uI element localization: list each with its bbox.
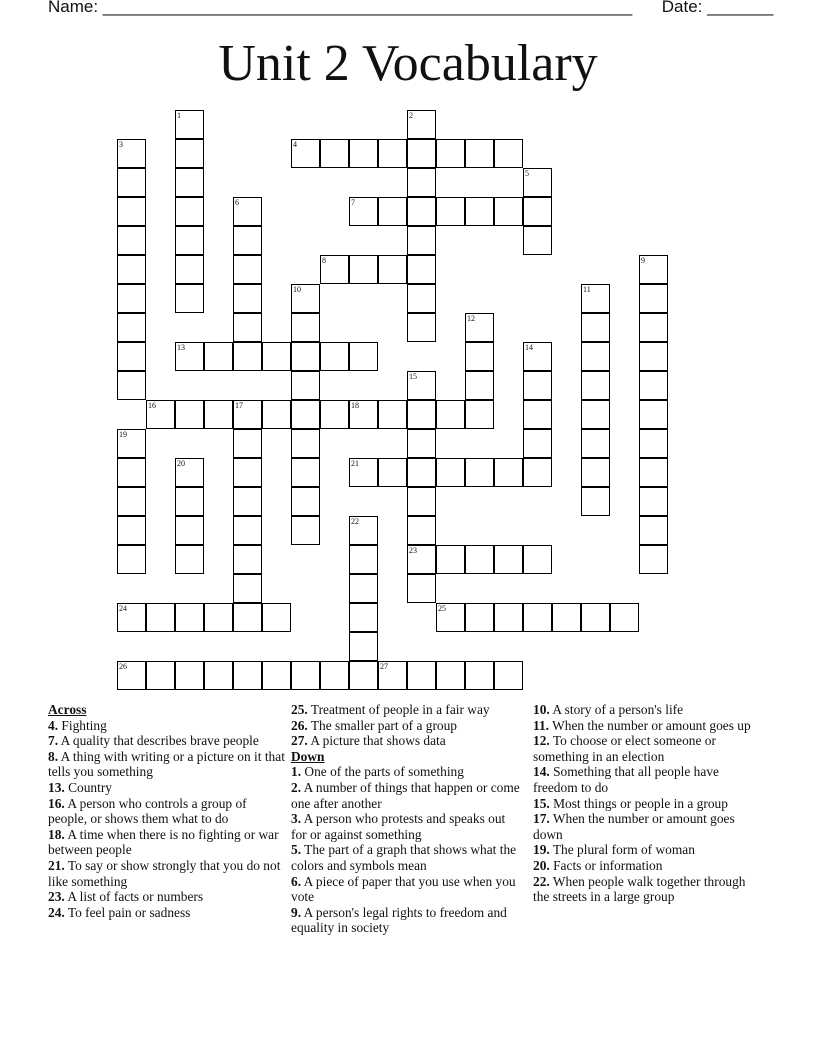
crossword-cell[interactable] (262, 342, 291, 371)
crossword-cell[interactable] (407, 139, 436, 168)
clue-column-2 (291, 702, 523, 936)
crossword-cell[interactable] (436, 603, 465, 632)
clue-number: 26 (119, 662, 127, 671)
crossword-cell[interactable] (523, 197, 552, 226)
clue-item (291, 733, 523, 749)
crossword-cell[interactable] (175, 603, 204, 632)
clue-item-number: 10. (533, 702, 550, 717)
crossword-cell[interactable] (175, 342, 204, 371)
clue-item (291, 702, 523, 718)
crossword-cell[interactable] (291, 661, 320, 690)
clue-number: 19 (119, 430, 127, 439)
crossword-cell[interactable] (233, 226, 262, 255)
crossword-cell[interactable] (175, 400, 204, 429)
clue-number: 5 (525, 169, 529, 178)
clue-section-heading: Across (48, 702, 87, 717)
crossword-cell[interactable] (233, 284, 262, 313)
crossword-cell[interactable] (639, 487, 668, 516)
clue-item (291, 842, 523, 873)
crossword-cell[interactable] (117, 545, 146, 574)
crossword-cell[interactable] (436, 400, 465, 429)
clue-item (533, 796, 763, 812)
clue-number: 6 (235, 198, 239, 207)
crossword-cell[interactable] (494, 139, 523, 168)
crossword-cell[interactable] (349, 545, 378, 574)
clue-section-heading: Down (291, 748, 325, 764)
clue-item-number: 17. (533, 811, 550, 827)
clue-item-text: A person who controls a group of people, or shows them what to do (48, 795, 247, 827)
clue-item-number: 13. (48, 779, 65, 795)
crossword-cell[interactable] (349, 603, 378, 632)
crossword-cell[interactable] (349, 400, 378, 429)
crossword-cell[interactable] (320, 661, 349, 690)
crossword-cell[interactable] (262, 400, 291, 429)
crossword-cell[interactable] (117, 487, 146, 516)
clue-item (533, 811, 763, 842)
crossword-cell[interactable] (117, 255, 146, 284)
crossword-cell[interactable] (349, 516, 378, 545)
crossword-cell[interactable] (349, 632, 378, 661)
crossword-cell[interactable] (320, 400, 349, 429)
crossword-cell[interactable] (175, 139, 204, 168)
clue-item-number: 19. (533, 842, 550, 858)
crossword-cell[interactable] (146, 603, 175, 632)
crossword-cell[interactable] (494, 197, 523, 226)
clue-number: 17 (235, 401, 243, 410)
crossword-cell[interactable] (523, 400, 552, 429)
clue-number: 13 (177, 343, 185, 352)
clue-item-number: 11. (533, 717, 549, 733)
clue-number: 1 (177, 111, 181, 120)
clue-item (48, 905, 288, 921)
crossword-cell[interactable] (233, 255, 262, 284)
crossword-cell[interactable] (146, 661, 175, 690)
clue-item-text: A story of a person's life (552, 702, 684, 717)
clue-number: 22 (351, 517, 359, 526)
clue-item-number: 18. (48, 826, 65, 842)
crossword-cell[interactable] (233, 313, 262, 342)
clue-item-text: Something that all people have freedom to do (533, 764, 719, 795)
crossword-cell[interactable] (465, 371, 494, 400)
crossword-cell[interactable] (465, 313, 494, 342)
crossword-cell[interactable] (378, 139, 407, 168)
crossword-cell[interactable] (117, 603, 146, 632)
clue-item-number: 14. (533, 764, 550, 780)
crossword-cell[interactable] (233, 545, 262, 574)
crossword-cell[interactable] (262, 603, 291, 632)
crossword-cell[interactable] (436, 661, 465, 690)
crossword-cell[interactable] (407, 284, 436, 313)
clue-item (291, 905, 523, 936)
crossword-cell[interactable] (204, 400, 233, 429)
clue-item (48, 858, 288, 889)
clue-item-number: 25. (291, 702, 308, 717)
clue-number: 16 (148, 401, 156, 410)
crossword-cell[interactable] (291, 371, 320, 400)
crossword-cell[interactable] (523, 458, 552, 487)
clue-item-text: When people walk together through the streets in a large group (533, 873, 746, 905)
crossword-cell[interactable] (610, 603, 639, 632)
crossword-cell[interactable] (494, 545, 523, 574)
crossword-cell[interactable] (175, 168, 204, 197)
clue-item-text: Facts or information (553, 857, 663, 873)
clue-item-text: The part of a graph that shows what the colors and symbols mean (291, 842, 517, 873)
clue-item-number: 20. (533, 857, 550, 873)
clue-item (533, 718, 763, 734)
clue-number: 24 (119, 604, 127, 613)
clue-item (533, 733, 763, 764)
crossword-cell[interactable] (436, 197, 465, 226)
crossword-cell[interactable] (349, 255, 378, 284)
crossword-cell[interactable] (639, 255, 668, 284)
crossword-cell[interactable] (523, 429, 552, 458)
page-title: Unit 2 Vocabulary (218, 35, 598, 92)
clue-item-number: 24. (48, 904, 65, 920)
crossword-cell[interactable] (117, 284, 146, 313)
crossword-cell[interactable] (349, 458, 378, 487)
clue-item (291, 764, 523, 780)
clue-number: 11 (583, 285, 591, 294)
crossword-cell[interactable] (291, 342, 320, 371)
crossword-cell[interactable] (436, 545, 465, 574)
clue-number: 7 (351, 198, 355, 207)
clue-number: 25 (438, 604, 446, 613)
crossword-cell[interactable] (175, 284, 204, 313)
crossword-cell[interactable] (407, 400, 436, 429)
crossword-cell[interactable] (639, 371, 668, 400)
crossword-cell[interactable] (523, 371, 552, 400)
clue-number: 9 (641, 256, 645, 265)
clue-item-number: 23. (48, 889, 65, 905)
crossword-cell[interactable] (494, 661, 523, 690)
crossword-cell[interactable] (407, 545, 436, 574)
crossword-cell[interactable] (291, 458, 320, 487)
clue-number: 3 (119, 140, 123, 149)
crossword-cell[interactable] (639, 458, 668, 487)
clue-item (291, 780, 523, 811)
clue-item-text: A picture that shows data (310, 733, 446, 749)
crossword-cell[interactable] (407, 371, 436, 400)
clue-item-number: 27. (291, 733, 308, 749)
crossword-cell[interactable] (291, 284, 320, 313)
clue-item-number: 12. (533, 733, 550, 749)
clue-item-text: Fighting (61, 717, 107, 733)
crossword-cell[interactable] (349, 661, 378, 690)
clue-item-text: The smaller part of a group (310, 717, 457, 733)
crossword-cell[interactable] (117, 458, 146, 487)
crossword-cell[interactable] (465, 545, 494, 574)
crossword-cell[interactable] (233, 487, 262, 516)
clue-item-number: 21. (48, 857, 65, 873)
crossword-cell[interactable] (581, 487, 610, 516)
clue-item-number: 16. (48, 795, 65, 811)
clue-item-number: 22. (533, 873, 550, 889)
crossword-cell[interactable] (204, 603, 233, 632)
crossword-cell[interactable] (378, 197, 407, 226)
crossword-cell[interactable] (291, 313, 320, 342)
crossword-cell[interactable] (523, 168, 552, 197)
crossword-cell[interactable] (291, 429, 320, 458)
clue-item-text: A number of things that happen or come one after another (291, 779, 520, 811)
crossword-cell[interactable] (146, 400, 175, 429)
clue-item (533, 874, 763, 905)
crossword-cell[interactable] (262, 661, 291, 690)
crossword-cell[interactable] (407, 313, 436, 342)
crossword-cell[interactable] (407, 197, 436, 226)
crossword-cell[interactable] (407, 226, 436, 255)
clue-item (533, 702, 763, 718)
crossword-cell[interactable] (378, 661, 407, 690)
clue-item (48, 889, 288, 905)
clue-number: 15 (409, 372, 417, 381)
crossword-cell[interactable] (581, 603, 610, 632)
clue-item-text: A person who protests and speaks out for or against something (291, 811, 506, 842)
crossword-cell[interactable] (320, 139, 349, 168)
crossword-cell[interactable] (349, 197, 378, 226)
crossword-cell[interactable] (117, 226, 146, 255)
crossword-cell[interactable] (552, 603, 581, 632)
clue-item (48, 733, 288, 749)
date-field-label: Date: _______ (661, 0, 774, 16)
crossword-cell[interactable] (233, 429, 262, 458)
crossword-cell[interactable] (639, 284, 668, 313)
crossword-cell[interactable] (117, 342, 146, 371)
crossword-cell[interactable] (465, 661, 494, 690)
clue-column-3 (533, 702, 763, 905)
crossword-cell[interactable] (117, 197, 146, 226)
crossword-cell[interactable] (291, 487, 320, 516)
clue-item (48, 780, 288, 796)
name-field-label: Name: ________________________________________________________ (48, 0, 633, 16)
crossword-cell[interactable] (320, 342, 349, 371)
clue-item-number: 2. (291, 779, 302, 795)
crossword-cell[interactable] (407, 516, 436, 545)
crossword-cell[interactable] (407, 429, 436, 458)
clue-number: 14 (525, 343, 533, 352)
crossword-cell[interactable] (233, 574, 262, 603)
crossword-cell[interactable] (175, 458, 204, 487)
crossword-cell[interactable] (523, 226, 552, 255)
crossword-cell[interactable] (233, 400, 262, 429)
crossword-cell[interactable] (407, 110, 436, 139)
clue-item (533, 858, 763, 874)
crossword-cell[interactable] (233, 197, 262, 226)
crossword-cell[interactable] (175, 197, 204, 226)
clue-item-number: 5. (291, 842, 302, 858)
crossword-cell[interactable] (581, 371, 610, 400)
crossword-cell[interactable] (581, 429, 610, 458)
crossword-cell[interactable] (407, 661, 436, 690)
crossword-cell[interactable] (639, 313, 668, 342)
crossword-cell[interactable] (117, 139, 146, 168)
crossword-cell[interactable] (407, 458, 436, 487)
crossword-cell[interactable] (175, 487, 204, 516)
clue-item (533, 764, 763, 795)
clue-item-number: 9. (291, 904, 302, 920)
clue-number: 21 (351, 459, 359, 468)
crossword-cell[interactable] (233, 661, 262, 690)
clue-number: 18 (351, 401, 359, 410)
crossword-cell[interactable] (233, 516, 262, 545)
crossword-cell[interactable] (233, 342, 262, 371)
clue-item-text: A quality that describes brave people (60, 733, 259, 749)
clue-number: 27 (380, 662, 388, 671)
clue-item-text: A piece of paper that you use when you vote (291, 873, 516, 905)
clue-item-text: To choose or elect someone or something in an election (533, 733, 716, 764)
clue-number: 2 (409, 111, 413, 120)
crossword-cell[interactable] (523, 342, 552, 371)
clue-item (48, 749, 288, 780)
clue-item-number: 7. (48, 733, 59, 749)
clue-item-text: Most things or people in a group (553, 795, 728, 811)
crossword-cell[interactable] (639, 516, 668, 545)
crossword-cell[interactable] (175, 545, 204, 574)
crossword-cell[interactable] (378, 458, 407, 487)
clue-number: 20 (177, 459, 185, 468)
crossword-cell[interactable] (117, 429, 146, 458)
clue-item (48, 718, 288, 734)
crossword-cell[interactable] (349, 574, 378, 603)
clue-item-number: 6. (291, 873, 302, 889)
crossword-cell[interactable] (117, 313, 146, 342)
clue-item-number: 8. (48, 748, 59, 764)
crossword-cell[interactable] (175, 255, 204, 284)
crossword-cell[interactable] (378, 255, 407, 284)
crossword-cell[interactable] (494, 603, 523, 632)
clue-item-text: When the number or amount goes up (552, 717, 751, 733)
clue-item (291, 874, 523, 905)
crossword-cell[interactable] (349, 139, 378, 168)
crossword-cell[interactable] (523, 545, 552, 574)
crossword-cell[interactable] (436, 139, 465, 168)
crossword-cell[interactable] (407, 168, 436, 197)
clue-number: 23 (409, 546, 417, 555)
clue-item-text: A time when there is no fighting or war between people (48, 826, 279, 858)
clue-item-text: When the number or amount goes down (533, 811, 735, 842)
crossword-cell[interactable] (204, 661, 233, 690)
clue-item-number: 4. (48, 717, 59, 733)
crossword-cell[interactable] (465, 400, 494, 429)
crossword-cell[interactable] (465, 197, 494, 226)
crossword-cell[interactable] (581, 342, 610, 371)
crossword-cell[interactable] (175, 661, 204, 690)
crossword-cell[interactable] (465, 342, 494, 371)
crossword-cell[interactable] (465, 458, 494, 487)
crossword-cell[interactable] (581, 458, 610, 487)
crossword-cell[interactable] (291, 139, 320, 168)
clue-item (291, 811, 523, 842)
crossword-cell[interactable] (523, 603, 552, 632)
clue-item-text: To feel pain or sadness (67, 904, 191, 920)
clue-number: 12 (467, 314, 475, 323)
crossword-cell[interactable] (581, 284, 610, 313)
crossword-cell[interactable] (465, 139, 494, 168)
clue-item-text: A thing with writing or a picture on it that tells you something (48, 748, 285, 780)
crossword-cell[interactable] (639, 545, 668, 574)
crossword-cell[interactable] (117, 168, 146, 197)
clue-number: 10 (293, 285, 301, 294)
crossword-cell[interactable] (581, 313, 610, 342)
crossword-cell[interactable] (175, 516, 204, 545)
clue-item (48, 827, 288, 858)
clue-item-text: Treatment of people in a fair way (310, 702, 490, 717)
crossword-cell[interactable] (117, 516, 146, 545)
crossword-cell[interactable] (117, 371, 146, 400)
crossword-cell[interactable] (175, 110, 204, 139)
clue-item (48, 796, 288, 827)
crossword-cell[interactable] (639, 400, 668, 429)
clue-number: 8 (322, 256, 326, 265)
crossword-cell[interactable] (349, 342, 378, 371)
crossword-cell[interactable] (639, 429, 668, 458)
clue-item-text: Country (68, 779, 113, 795)
clue-item-text: To say or show strongly that you do not like something (48, 857, 281, 889)
crossword-cell[interactable] (407, 487, 436, 516)
crossword-cell[interactable] (465, 603, 494, 632)
crossword-cell[interactable] (378, 400, 407, 429)
crossword-cell[interactable] (436, 458, 465, 487)
clue-item-text: A list of facts or numbers (67, 889, 204, 905)
crossword-cell[interactable] (494, 458, 523, 487)
clue-item-number: 15. (533, 795, 550, 811)
crossword-cell[interactable] (233, 603, 262, 632)
crossword-cell[interactable] (175, 226, 204, 255)
clue-number: 4 (293, 140, 297, 149)
clue-item-text: One of the parts of something (304, 764, 464, 780)
crossword-cell[interactable] (581, 400, 610, 429)
clue-item-number: 1. (291, 764, 302, 780)
clue-item (533, 842, 763, 858)
clue-item-text: A person's legal rights to freedom and equality in society (291, 904, 507, 936)
crossword-cell[interactable] (320, 255, 349, 284)
crossword-cell[interactable] (291, 516, 320, 545)
crossword-cell[interactable] (117, 661, 146, 690)
clue-item (291, 718, 523, 734)
clue-item-number: 26. (291, 717, 308, 733)
crossword-cell[interactable] (407, 255, 436, 284)
clue-item-number: 3. (291, 811, 302, 827)
crossword-cell[interactable] (233, 458, 262, 487)
crossword-cell[interactable] (639, 342, 668, 371)
crossword-cell[interactable] (291, 400, 320, 429)
clue-item-text: The plural form of woman (552, 842, 695, 858)
crossword-cell[interactable] (407, 574, 436, 603)
crossword-cell[interactable] (204, 342, 233, 371)
clue-column-1 (48, 702, 288, 920)
